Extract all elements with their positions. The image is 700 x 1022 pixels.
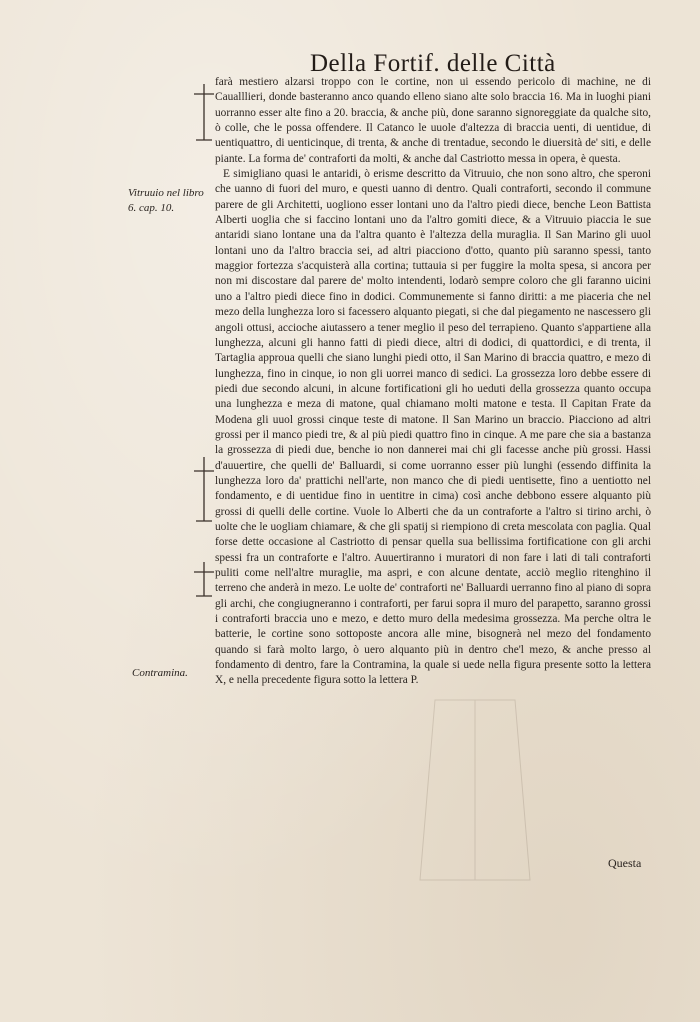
margin-bracket-middle [190,455,218,525]
show-through-figure [395,690,555,890]
margin-bracket-lower [190,560,218,600]
paragraph: E simigliano quasi le antaridi, ò erisme descritto da Vitruuio, che non sono altro, che speroni che uanno di fuori del muro, e questi uanno di dentro. Quali contraforti, secondo il commune parere de gli Architetti, uogliono esser lontani uno da l'altro piedi diece, benche Leon Battista Alberti uoglia che si faccino lontani uno da l'altro gomiti diece, & a Vitruuio piaccia le sue antaridi siano lontane una da l'altra quanto è l'altezza della muraglia. Il San Marino gli uuol lontani uno da l'altro braccia sei, ad altri piacciono d'otto, quanto più saranno spessi, tanto maggior fortezza s'acquisterà alla cortina; tuttauia si per fuggire la molta spesa, si ancora per non mi discostare dal parere de' molto intendenti, lodarò sempre coloro che gli faranno uicini uno a l'altro piedi diece fino in dodici. Communemente si fanno diritti: a me piaceria che nel mezo della lunghezza loro si facessero alquanto piegati, si che dal piegamento ne nascessero gli angoli ottusi, accioche aiutassero a tener meglio il peso del terrapieno. Quanto s'appartiene alla lunghezza, alcuni gli hanno fatti di piedi diece, altri di dodici, di quattordici, e di trenta, il Tartaglia approua quelli che siano lunghi piedi otto, il San Marino di braccia quattro, e mezo di lunghezza, fino in cinque, io non gli uorrei manco di sedici. La grossezza loro debbe essere di piedi due secondo alcuni, in alcune fortificationi gli ho ueduti della grossezza quanto occupa una lunghezza e meza di matone, qual chiamano molti matone e testa. Il Capitan Frate da Modena gli uuol grossi cinque teste di matone. Il San Marino un braccio. Piacciono ad altri grossi per il manco piedi tre, & al più piedi quattro fino in cinque. A me pare che sia a bastanza la grossezza di piedi due, benche io non dannerei mai chi gli facesse anche più grossi. Hassi d'auuertire, che quelli de' Balluardi, si come uorranno esser più lunghi (essendo diffinita la lunghezza loro da' prattichi nell'arte, non manco che di piedi uentisette, fino a uentiotto nel fondamento, e di uentidue fino in uentitre in cima) così anche debbono essere alquanto più grossi di quelli delle cortine. Vuole lo Alberti che da un contraforte a l'altro si tirino archi, ò uolte che le uogliam chiamare, & che gli spatij si riempiono di creta mescolata con paglia. Qual forse dette occasione al Castriotto di pensar quella sua bellissima fortificatione con gli archi spessi fra un contraforte e l'altro. Auuertiranno i muratori di non fare i lati di tali contraforti puliti come nell'altre muraglie, ma aspri, e con alcune dentate, acciò meglio ritenghino il terreno che anderà in mezo. Le uolte de' contraforti ne' Balluardi uerranno fino al piano di sopra gli archi, che congiugneranno i contraforti, per farui sopra il muro del parapetto, saranno grossi i contraforti braccia uno e mezo, e detto muro della medesima grossezza. Ma perche oltra le batterie, le cortine sono sottoposte ancora alle mine, bisognerà nel mezo del fondamento quando si farà molto largo, ò uero alquanto più in dentro che'l mezo, & anche presso al fondamento di dentro, fare la Contramina, la quale si uede nella figura presente sotto la lettera X, e nella precedente figura sotto la lettera P. [215,168,651,687]
catchword: Questa [608,856,642,870]
paragraph: farà mestiero alzarsi troppo con le cortine, non ui essendo pericolo di machine, ne di Caualllieri, donde basteranno anco quando elleno siano alte solo braccia 16. Ma in luoghi piani uorranno esser alte fino a 20. braccia, & anche più, done saranno signoreggiate da qualche sito, ò colle, che le possa offendere. Il Catanco le uuole d'altezza di braccia uenti, di uentidue, di uentiquattro, di uenticinque, di trenta, & anche di trentadue, secondo le diuersità de' siti, e delle piante. La forma de' contraforti da molti, & anche dal Castriotto messa in opera, è questa. [215,76,651,165]
margin-note-contramina: Contramina. [132,667,188,679]
margin-bracket-top [190,82,218,144]
margin-note-vitruvio: Vitruuio nel libro 6. cap. 10. [128,187,204,214]
body-text [215,75,651,689]
running-head: Della Fortif. delle Città [310,50,556,77]
